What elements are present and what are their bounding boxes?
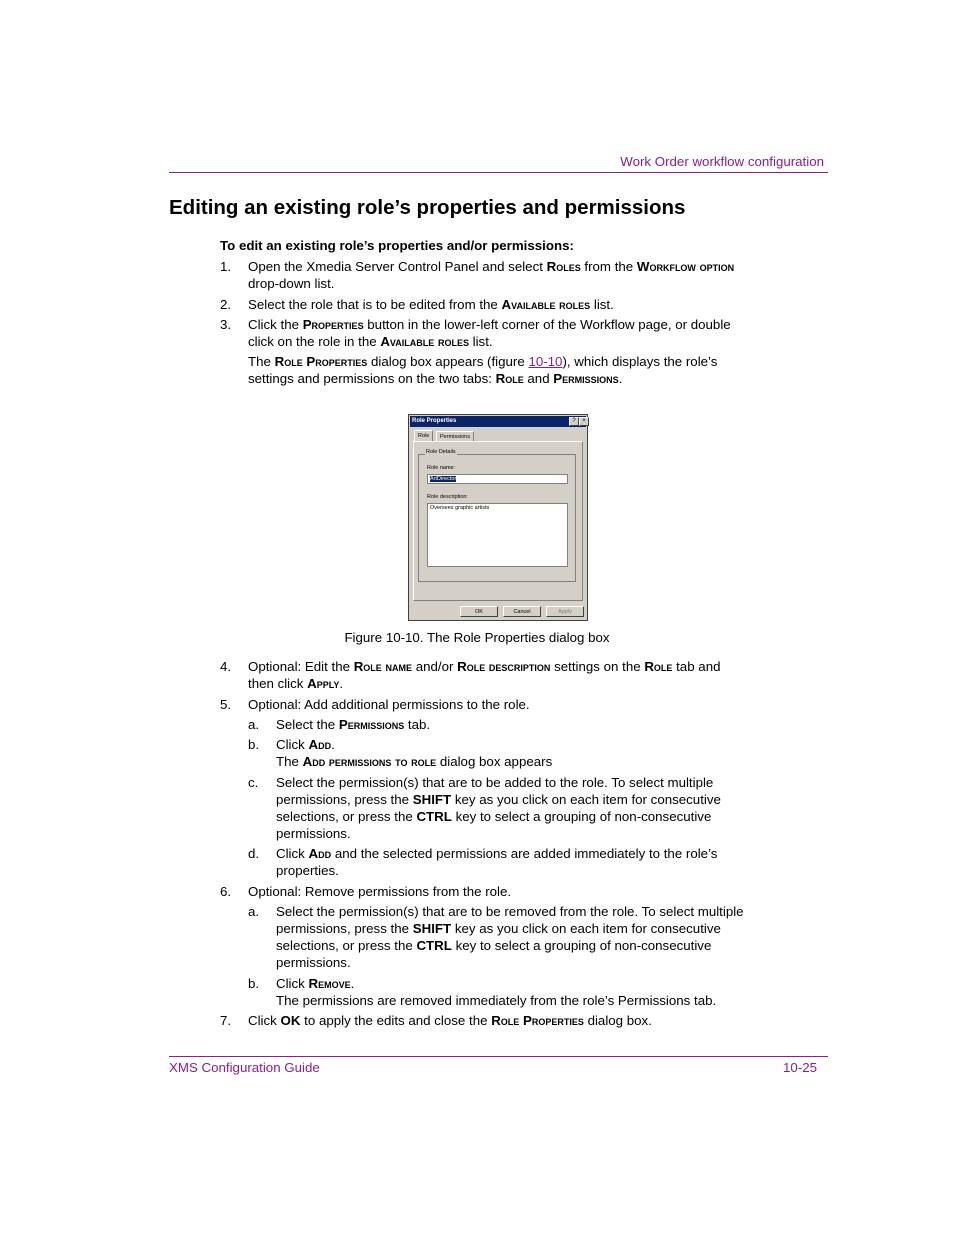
step-3-result: The Role Properties dialog box appears (figure 10-10), which displays the role’s [248, 354, 718, 369]
step-number: 3. [220, 317, 232, 332]
step-1-text-cont: drop-down list. [248, 276, 335, 291]
figure-caption: Figure 10-10. The Role Properties dialog box [344, 630, 610, 645]
header-rule [169, 172, 828, 173]
step-5d-text: Click Add and the selected permissions are added immediately to the role’s [276, 846, 718, 861]
step-2-text: Select the role that is to be edited from the Available roles list. [248, 297, 614, 312]
close-icon[interactable]: × [579, 417, 589, 426]
substep-letter: a. [248, 717, 260, 732]
step-5b-result: The Add permissions to role dialog box appears [276, 754, 553, 769]
figure-link[interactable]: 10-10 [528, 354, 563, 369]
dialog-title-bar: Role Properties [410, 416, 586, 427]
step-5d-text-cont: properties. [276, 863, 339, 878]
step-number: 2. [220, 297, 232, 312]
group-label: Role Details [426, 449, 456, 455]
step-number: 1. [220, 259, 232, 274]
role-name-field[interactable]: ArtDirector [427, 474, 568, 484]
role-description-label: Role description: [427, 494, 468, 500]
step-5b-text: Click Add. [276, 737, 335, 752]
tab-permissions[interactable]: Permissions [436, 431, 474, 442]
step-6-text: Optional: Remove permissions from the role. [248, 884, 512, 899]
step-5a-text: Select the Permissions tab. [276, 717, 431, 732]
substep-letter: a. [248, 904, 260, 919]
procedure-lead: To edit an existing role’s properties and/or permissions: [220, 238, 574, 253]
substep-letter: d. [248, 846, 260, 861]
step-4-text-cont: then click Apply. [248, 676, 344, 691]
role-description-field[interactable]: Oversees graphic artists [427, 503, 568, 567]
step-6b-text: Click Remove. [276, 976, 355, 991]
running-header: Work Order workflow configuration [620, 154, 824, 169]
step-6a-line1: Select the permission(s) that are to be removed from the role. To select multiple [276, 904, 744, 919]
step-number: 4. [220, 659, 232, 674]
step-5c-line1: Select the permission(s) that are to be added to the role. To select multiple [276, 775, 714, 790]
substep-letter: b. [248, 737, 260, 752]
step-6a-line3: selections, or press the CTRL key to select a grouping of non-consecutive [276, 938, 712, 953]
tab-role[interactable]: Role [414, 430, 433, 442]
step-7-text: Click OK to apply the edits and close the Role Properties dialog box. [248, 1013, 652, 1028]
step-5c-line3: selections, or press the CTRL key to select a grouping of non-consecutive [276, 809, 712, 824]
footer-rule [169, 1056, 828, 1057]
step-4-text: Optional: Edit the Role name and/or Role description settings on the Role tab and [248, 659, 721, 674]
substep-letter: b. [248, 976, 260, 991]
help-icon[interactable]: ? [569, 417, 579, 426]
role-properties-dialog [408, 414, 588, 621]
page-number: 10-25 [783, 1060, 818, 1075]
substep-letter: c. [248, 775, 259, 790]
step-number: 5. [220, 697, 232, 712]
step-6a-line4: permissions. [276, 955, 351, 970]
step-5c-line4: permissions. [276, 826, 351, 841]
step-number: 6. [220, 884, 232, 899]
step-3-result-cont: settings and permissions on the two tabs: Role and Permissions. [248, 371, 623, 386]
step-6b-result: The permissions are removed immediately from the role’s Permissions tab. [276, 993, 717, 1008]
step-5-text: Optional: Add additional permissions to the role. [248, 697, 530, 712]
section-heading: Editing an existing role’s properties and permissions [169, 196, 686, 219]
step-number: 7. [220, 1013, 232, 1028]
step-3-text: Click the Properties button in the lower-left corner of the Workflow page, or double [248, 317, 731, 332]
ok-button[interactable]: OK [460, 606, 498, 617]
role-name-label: Role name: [427, 465, 456, 471]
apply-button[interactable]: Apply [546, 606, 584, 617]
cancel-button[interactable]: Cancel [503, 606, 541, 617]
step-6a-line2: permissions, press the SHIFT key as you click on each item for consecutive [276, 921, 721, 936]
step-3-text-cont: click on the role in the Available roles list. [248, 334, 493, 349]
step-1-text: Open the Xmedia Server Control Panel and select Roles from the Workflow option [248, 259, 735, 274]
step-5c-line2: permissions, press the SHIFT key as you click on each item for consecutive [276, 792, 721, 807]
footer-guide-title: XMS Configuration Guide [169, 1060, 320, 1075]
